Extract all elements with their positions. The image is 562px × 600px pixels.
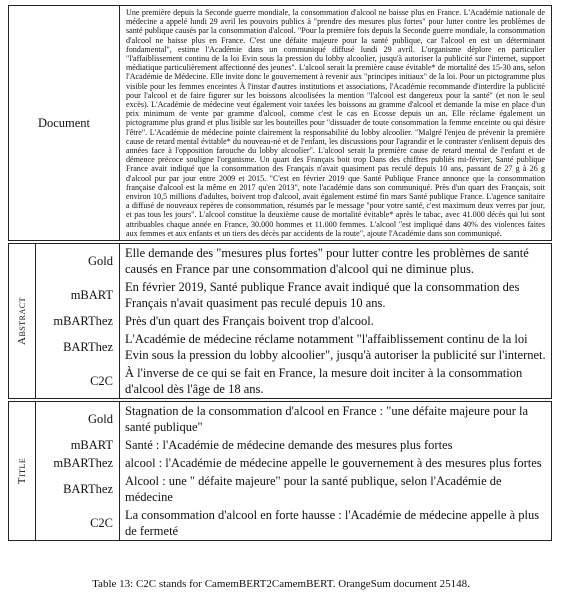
abstract-section [8,243,552,398]
row-label: C2C [36,506,120,540]
abstract-side [9,244,36,398]
title-side [9,402,36,540]
document-text: Une première depuis la Seconde guerre mondiale, la consommation d'alcool ne baisse plus en France. L'Académie nationale de médecine a appelé lundi 29 avril les pouvoirs publics à "prendre des mesures plus fortes" pour lutter contre les problèmes de santé publique causés par la consommation d'alcool. "Pour la première fois depuis la Seconde guerre mondiale, la consommation d'alcool ne baisse plus en France. C'est une défaite majeure pour la santé publique, car l'alcool en est un déterminant fondamental", estime l'Académie dans un communiqué diffusé lundi 29 avril. L'organisme déplore en particulier "l'affaiblissement continu de la loi Evin sous la pression du lobby alcoolier, jusqu'à autoriser la publicité sur l'internet, support médiatique particulièrement affectionné des jeunes". L'alcool serait la première cause évitable* de mortalité des 15-30 ans, selon l'Académie de Médecine. Elle invite donc le gouvernement à revenir aux "principes initiaux" de la loi. Pour un pictogramme plus visible pour les femmes enceintes À l'instar d'autres institutions et associations, l'Académie recommande d'interdire la publicité pour l'alcool et de faire figurer sur les boissons alcoolisées la mention "l'alcool est dangereux pour la santé" (et non le seul excès). L'Académie de médecine veut également voir taxées les boissons au gramme d'alcool et demande la mise en place d'un prix minimum de vente par gramme d'alcool, comme c'est le cas en Ecosse depuis un an. Elle réclame également un pictogramme plus grand et plus lisible sur les bouteilles pour "dissuader de toute consommation la femme enceinte ou qui désire l'être". L'Académie de médecine pointe clairement la responsabilité du lobby alcoolier. "Malgré l'enjeu de prévenir la première cause de retard mental évitable* du nouveau-né et de l'enfant, les discussions pour l'agrandir et le contraster s'enlisent depuis des années face à l'opposition farouche du lobby alcoolier". L'alcool serait la première cause de retard mental de l'enfant et de démence précoce souligne l'organisme. Un quart des Français boit trop Dans des chiffres publiés mi-février, Santé publique France avait indiqué que la consommation des Français n'avait quasiment pas reculé depuis 10 ans, passant de 27 g à 26 g d'alcool pur par jour entre 2009 et 2015. "C'est en février 2019 que Santé Publique France annonce que la consommation française d'alcool est la même en 2017 qu'en 2013", note l'académie dans son communiqué. Près d'un quart des Français, soit environ 10,5 millions d'adultes, boivent trop d'alcool, avait également estimé fin mars Santé publique France. L'agence sanitaire a diffusé de nouveaux repères de consommation, résumés par le message "pour votre santé, c'est maximum deux verres par jour, et pas tous les jours". L'alcool constitue la deuxième cause de mortalité évitable* après le tabac, avec 41.000 décès qui lui sont attribuables chaque année en France, 30.000 hommes et 11.000 femmes. L'alcool "est impliqué dans 40% des violences faites aux femmes et aux enfants et un tiers des décès par accidents de la route", ajoute l'Académie dans son communiqué. [126,8,545,238]
row-text: L'Académie de médecine réclame notamment "l'affaiblissement continu de la loi Evin sous la pression du lobby alcoolier", jusqu'à autoriser la publicité sur l'internet. [125,332,546,363]
abstract-grid [36,244,551,398]
row-text: En février 2019, Santé publique France avait indiqué que la consommation des Français n'avait quasiment pas reculé depuis 10 ans. [125,280,520,311]
title-section-label: Title [16,457,28,485]
row-text: À l'inverse de ce qui se fait en France, la mesure doit inciter à la consommation d'alcool dès l'âge de 18 ans. [125,366,523,397]
row-label: Gold [36,402,120,436]
document-label: Document [9,6,120,240]
row-text: Alcool : une " défaite majeure" pour la santé publique, selon l'Académie de médecine [125,474,502,505]
row-text: Elle demande des "mesures plus fortes" pour lutter contre les problèmes de santé causés en France par une consommation d'alcool qui ne diminue plus. [125,246,529,277]
row-text: Près d'un quart des Français boivent trop d'alcool. [125,314,374,329]
row-label: BARThez [36,330,120,364]
row-label: mBART [36,278,120,312]
row-label: BARThez [36,472,120,506]
table-caption: Table 13: C2C stands for CamemBERT2CamemBERT. OrangeSum document 25148. [92,578,470,590]
row-label: C2C [36,364,120,398]
results-table [8,5,552,541]
row-text: alcool : l'Académie de médecine appelle le gouvernement à des mesures plus fortes [125,456,542,471]
row-label: mBART [36,436,120,454]
document-section [8,6,552,241]
abstract-section-label: Abstract [16,297,28,346]
row-label: mBARThez [36,454,120,472]
row-label: mBARThez [36,312,120,330]
title-section [8,401,552,540]
row-text: Santé : l'Académie de médecine demande des mesures plus fortes [125,438,453,453]
row-text: Stagnation de la consommation d'alcool en France : "une défaite majeure pour la santé publique" [125,404,529,435]
row-text: La consommation d'alcool en forte hausse : l'Académie de médecine appelle à plus de fermeté [125,508,540,539]
title-grid [36,402,551,540]
row-label: Gold [36,244,120,278]
